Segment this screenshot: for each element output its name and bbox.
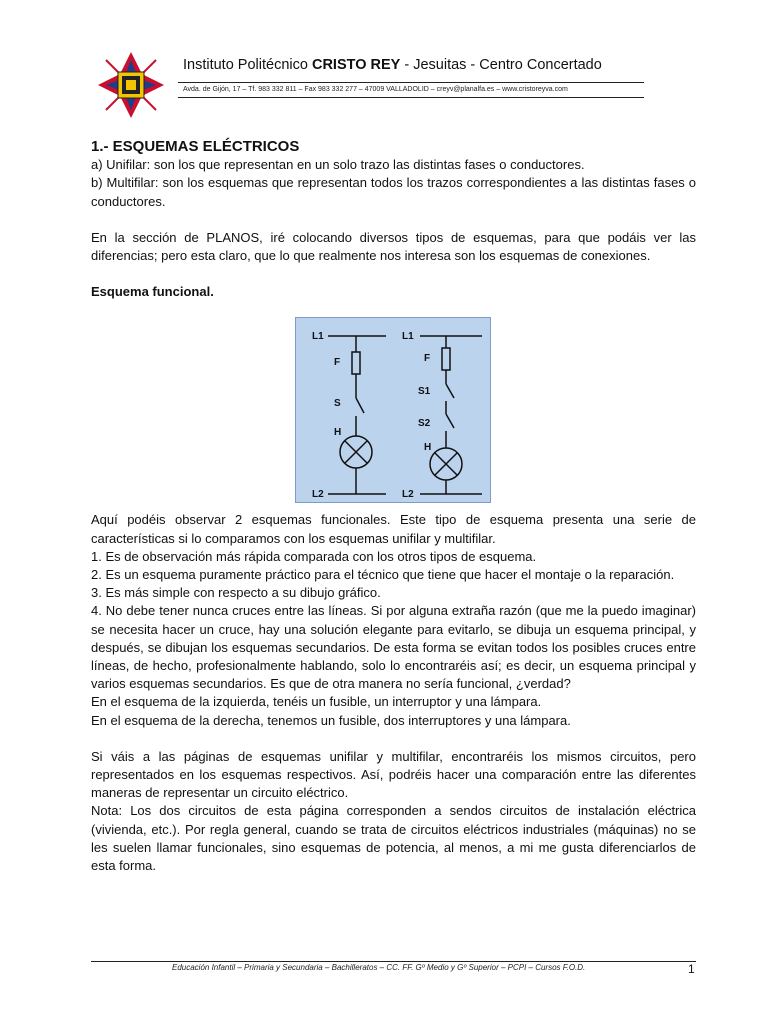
page-number: 1 (688, 962, 695, 976)
list-item-2: 2. Es un esquema puramente práctico para el técnico que tiene que hacer el montaje o la reparación. (91, 567, 675, 583)
label-right-h: H (424, 442, 432, 454)
subtitle-esquema-funcional: Esquema funcional. (91, 284, 214, 300)
functional-diagram-figure (295, 317, 491, 503)
label-right-l1: L1 (402, 331, 414, 343)
school-logo (96, 50, 166, 120)
header-rule-bottom (178, 97, 644, 98)
institution-name: Instituto Politécnico CRISTO REY - Jesuitas - Centro Concertado (183, 57, 602, 73)
paragraph-right-circuit: En el esquema de la derecha, tenemos un fusible, dos interruptores y una lámpara. (91, 712, 571, 728)
label-right-s1: S1 (418, 386, 431, 398)
label-right-f: F (424, 353, 431, 365)
list-item-4: 4. No debe tener nunca cruces entre las líneas. Si por alguna extraña razón (que me la puedo imaginar) se necesita hacer un cruce, hay una solución elegante para evitarlo, se dibuja un esquema principal, y después, se dibujan los esquemas secundarios. De esta forma se evitan todos los posibles cruces entre líneas, de hecho, profesionalmente hablando, solo lo encontraréis así; es decir, un esquema principal y varios esquemas secundarios. Es que de otra manera no sería funcional, ¿verdad? (91, 603, 696, 692)
paragraph-note: Nota: Los dos circuitos de esta página corresponden a sendos circuitos de instalación eléctrica (vivienda, etc.). Por regla general, cuando se trata de circuitos eléctricos industriales (máquinas) no se les suelen llamar funcionales, sino esquemas de potencia, al menos, a mi me gusta diferenciarlos de esta forma. (91, 803, 696, 874)
section-title: 1.- ESQUEMAS ELÉCTRICOS (91, 138, 300, 155)
paragraph-unifilar: a) Unifilar: son los que representan en un solo trazo las distintas fases o conductores. (91, 157, 585, 173)
label-left-h: H (334, 427, 342, 439)
label-right-l2: L2 (402, 489, 414, 501)
label-left-s: S (334, 398, 341, 410)
footer-text: Educación Infantil – Primaria y Secundaria – Bachilleratos – CC. FF. Gº Medio y Gº Superior – PCPI – Cursos F.O.D. (172, 963, 586, 972)
paragraph-intro-funcionales: Aquí podéis observar 2 esquemas funcionales. Este tipo de esquema presenta una serie de características si lo comparamos con los esquemas unifilar y multifilar. (91, 512, 696, 546)
paragraph-multifilar: b) Multifilar: son los esquemas que representan todos los trazos correspondientes a las distintas fases o conductores. (91, 175, 696, 209)
header-rule-top (178, 82, 644, 83)
paragraph-planos: En la sección de PLANOS, iré colocando diversos tipos de esquemas, para que podáis ver las diferencias; pero esta claro, que lo que realmente nos interesa son los esquemas de conexiones. (91, 229, 696, 264)
institution-name-bold: CRISTO REY (311, 57, 401, 73)
institution-address: Avda. de Gijón, 17 – Tf. 983 332 811 – Fax 983 332 277 – 47009 VALLADOLID – creyv@planalfa.es – www.cristoreyva.com (183, 86, 568, 93)
label-left-f: F (334, 357, 341, 369)
footer-rule (91, 961, 696, 962)
document-body (91, 138, 696, 875)
paragraph-left-circuit: En el esquema de la izquierda, tenéis un fusible, un interruptor y una lámpara. (91, 694, 542, 710)
list-item-1: 1. Es de observación más rápida comparada con los otros tipos de esquema. (91, 548, 537, 564)
label-left-l1: L1 (312, 331, 324, 343)
label-right-s2: S2 (418, 418, 431, 430)
paragraph-comparison: Si váis a las páginas de esquemas unifilar y multifilar, encontraréis los mismos circuitos, pero representados en los esquemas respectivos. Así, podréis hacer una comparación entre las diferentes maneras de representar un circuito eléctrico. (91, 748, 696, 801)
label-left-l2: L2 (312, 489, 324, 501)
list-item-3: 3. Es más simple con respecto a su dibujo gráfico. (91, 585, 381, 601)
